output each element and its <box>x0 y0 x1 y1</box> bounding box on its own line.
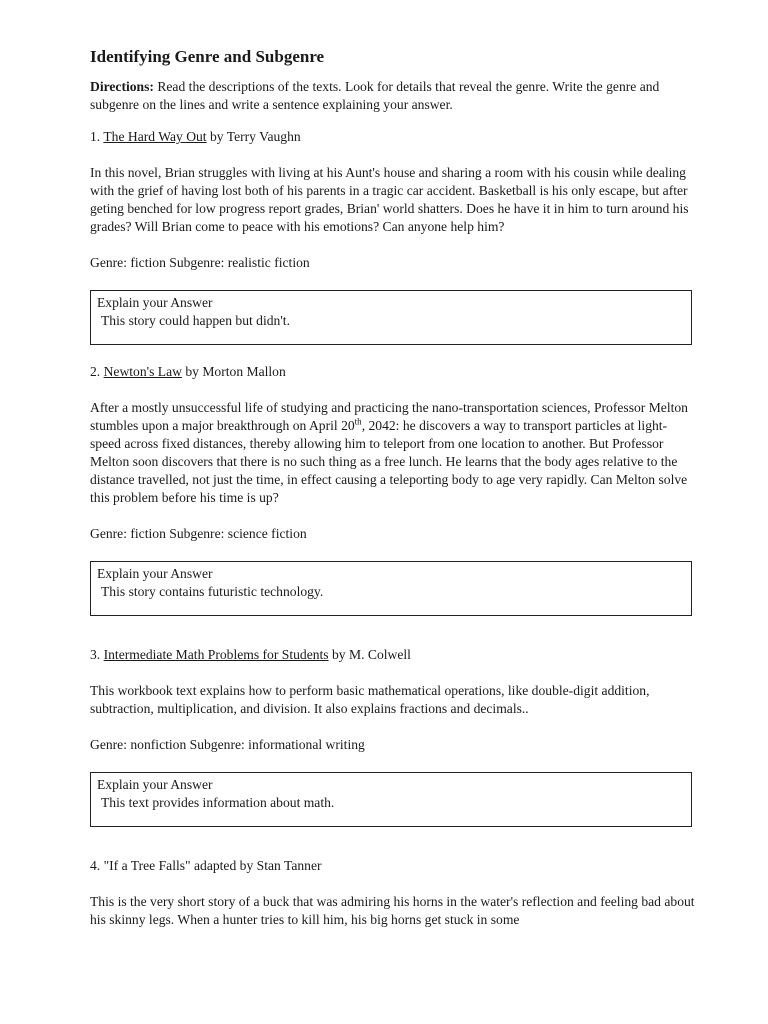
item-4-heading-text: "If a Tree Falls" adapted by Stan Tanner <box>103 858 322 873</box>
item-3-genre-line: Genre: nonfiction Subgenre: informational writing <box>90 737 365 752</box>
item-2-description-superscript: th <box>354 416 362 427</box>
item-3-description: This workbook text explains how to perform basic mathematical operations, like double-digit addition, subtraction, multiplication, and division. It also explains fractions and decimals.. <box>90 683 650 716</box>
item-1-book-title: The Hard Way Out <box>103 129 207 144</box>
item-1-box-title: Explain your Answer <box>97 295 213 310</box>
directions-label: Directions: <box>90 79 154 94</box>
item-1-byline: by Terry Vaughn <box>206 129 301 144</box>
item-3-number: 3. <box>90 647 104 662</box>
item-3-answer: This text provides information about math. <box>101 795 335 810</box>
spacer <box>90 845 695 857</box>
page-title: Identifying Genre and Subgenre <box>90 47 325 66</box>
item-2-description-part1: After a mostly unsuccessful life of studying and practicing the nano-transportation sciences, Professor Melton stumbles upon a major breakthrough on April 20 <box>90 400 688 433</box>
item-3-book-title: Intermediate Math Problems for Students <box>103 647 329 662</box>
worksheet-page <box>90 46 695 947</box>
directions-text: Read the descriptions of the texts. Look for details that reveal the genre. Write the genre and subgenre on the lines and write a sentence explaining your answer. <box>90 79 660 112</box>
item-4-description: This is the very short story of a buck that was admiring his horns in the water's reflection and feeling bad about his skinny legs. When a hunter tries to kill him, his big horns get stuck in some <box>90 894 695 927</box>
spacer <box>90 634 695 646</box>
item-2-description <box>90 399 695 507</box>
item-4-number: 4. <box>90 858 104 873</box>
item-1-description: In this novel, Brian struggles with living at his Aunt's house and sharing a room with his cousin while dealing with the grief of having lost both of his parents in a tragic car accident. Basketball is his only escape, but after geting benched for low progress report grades, Brian' world shatters. Does he have it in him to turn around his grades? Will Brian come to peace with his emotions? Can anyone help him? <box>90 165 689 234</box>
item-1-number: 1. <box>90 129 104 144</box>
item-2-description-part2: , 2042: he discovers a way to transport particles at light-speed across fixed distances, thereby allowing him to teleport from one location to another. But Professor Melton soon discovers that there is no such thing as a free lunch. He learns that the body ages relative to the distance travelled, not just the time, in effect causing a teleporting body to age very rapidly. Can Melton solve this problem before his time is up? <box>90 418 688 505</box>
item-3-box-title: Explain your Answer <box>97 777 213 792</box>
item-3-answer-box[interactable] <box>90 772 692 827</box>
item-2-genre-line: Genre: fiction Subgenre: science fiction <box>90 526 307 541</box>
item-2-box-title: Explain your Answer <box>97 566 213 581</box>
item-2-heading <box>90 363 695 381</box>
directions <box>90 78 695 114</box>
item-2-answer-box[interactable] <box>90 561 692 616</box>
item-1-answer: This story could happen but didn't. <box>101 313 290 328</box>
item-3-byline: by M. Colwell <box>328 647 411 662</box>
item-1-answer-box[interactable] <box>90 290 692 345</box>
item-2-byline: by Morton Mallon <box>181 364 286 379</box>
item-4-heading <box>90 857 695 875</box>
item-3-heading <box>90 646 695 664</box>
item-1-genre-line: Genre: fiction Subgenre: realistic fiction <box>90 255 310 270</box>
item-1-heading <box>90 128 695 146</box>
item-2-book-title: Newton's Law <box>103 364 182 379</box>
item-2-number: 2. <box>90 364 104 379</box>
item-2-answer: This story contains futuristic technology. <box>101 584 324 599</box>
